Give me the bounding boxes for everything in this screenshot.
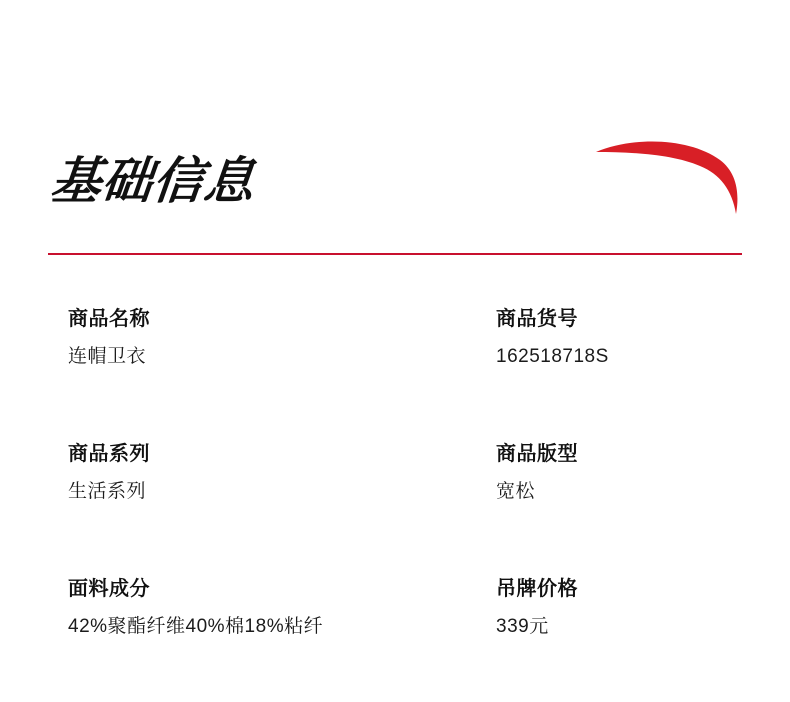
field-label: 商品名称 [68, 308, 150, 330]
field-label: 吊牌价格 [496, 578, 578, 600]
field-product-code [488, 306, 748, 370]
field-label: 商品货号 [496, 308, 578, 330]
field-product-fit [488, 441, 748, 505]
field-product-name [48, 306, 488, 370]
page-title: 基础信息 [48, 153, 258, 209]
field-label: 面料成分 [68, 578, 150, 600]
page-header [0, 0, 790, 260]
field-fabric-composition [48, 576, 488, 640]
field-value: 宽松 [496, 481, 536, 502]
field-value: 339元 [496, 616, 549, 637]
field-value: 生活系列 [68, 481, 147, 502]
anta-swoosh-logo-icon [594, 128, 744, 226]
field-label: 商品系列 [68, 443, 150, 465]
field-tag-price [488, 576, 748, 640]
field-value: 162518718S [496, 346, 609, 367]
header-divider [48, 253, 742, 255]
field-product-series [48, 441, 488, 505]
field-label: 商品版型 [496, 443, 578, 465]
field-value: 连帽卫衣 [68, 346, 147, 367]
field-value: 42%聚酯纤维40%棉18%粘纤 [68, 616, 324, 637]
product-info-grid [48, 306, 748, 640]
